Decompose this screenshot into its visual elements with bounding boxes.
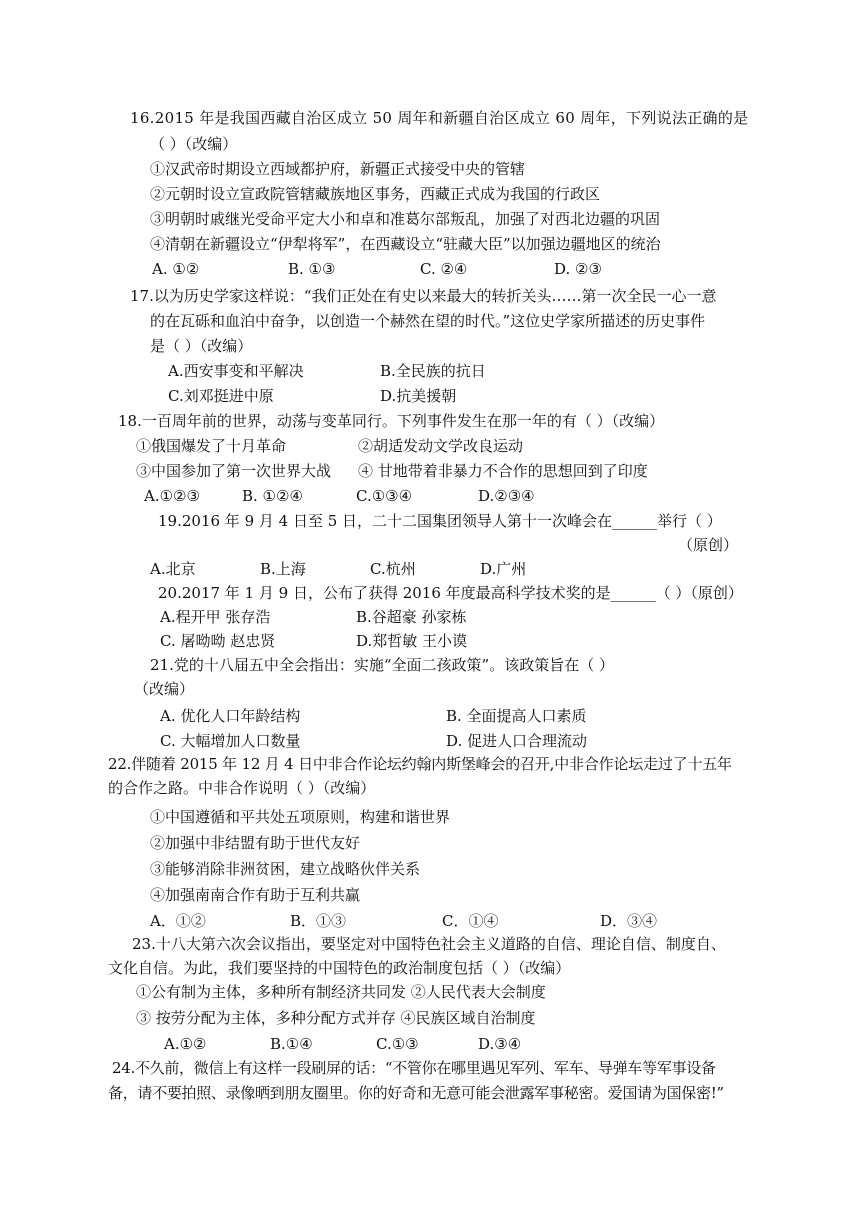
q23-option-d: D.③④ — [478, 1035, 522, 1053]
q18-option-c: C.①③④ — [356, 487, 413, 505]
q23-stem-line-1: 23.十八大第六次会议指出，要坚定对中国特色社会主义道路的自信、理论自信、制度自、 — [132, 935, 726, 953]
q20-option-c: C. 屠呦呦 赵忠贤 — [160, 632, 276, 650]
q16-option-c: C. ②④ — [420, 260, 468, 278]
q16-stem-line-2: （ ）（改编） — [150, 135, 238, 153]
q23-stem-line-2: 文化自信。为此，我们要坚持的中国特色的政治制度包括（ ）（改编） — [108, 959, 571, 977]
q22-option-a: A．①② — [150, 912, 206, 930]
q16-statement-1: ①汉武帝时期设立西域都护府，新疆正式接受中央的管辖 — [150, 160, 526, 178]
q16-statement-4: ④清朝在新疆设立“伊犁将军”，在西藏设立“驻藏大臣”以加强边疆地区的统治 — [150, 235, 661, 253]
q20-stem: 20.2017 年 1 月 9 日，公布了获得 2016 年度最高科学技术奖的是______（ ）（原创） — [158, 584, 743, 602]
q20-option-b: B.谷超豪 孙家栋 — [356, 608, 467, 626]
q19-stem-line-1: 19.2016 年 9 月 4 日至 5 日，二十二国集团领导人第十一次峰会在______举行（ ） — [158, 512, 722, 530]
q17-option-c: C.刘邓挺进中原 — [168, 387, 274, 405]
q21-stem-line-1: 21.党的十八届五中全会指出：实施“全面二孩政策”。该政策旨在（ ） — [150, 656, 614, 674]
q23-statement-1: ①公有制为主体，多种所有制经济共同发 ②人民代表大会制度 — [136, 983, 546, 1001]
q22-option-d: D．③④ — [600, 912, 658, 930]
q16-option-a: A. ①② — [152, 260, 200, 278]
q21-option-a: A. 优化人口年龄结构 — [160, 707, 301, 725]
q20-option-a: A.程开甲 张存浩 — [160, 608, 271, 626]
q18-stem: 18.一百周年前的世界，动荡与变革同行。下列事件发生在那一年的有（ ）（改编） — [118, 412, 665, 430]
q18-statement-2: ②胡适发动文学改良运动 — [358, 437, 524, 455]
q21-option-c: C. 大幅增加人口数量 — [160, 732, 301, 750]
q16-stem-line-1: 16.2015 年是我国西藏自治区成立 50 周年和新疆自治区成立 60 周年，下列说法正确的是 — [130, 109, 749, 127]
q16-option-b: B. ①③ — [288, 260, 336, 278]
q23-option-b: B.①④ — [270, 1035, 313, 1053]
q16-option-d: D. ②③ — [554, 260, 602, 278]
q22-stem-line-1: 22.伴随着 2015 年 12 月 4 日中非合作论坛约翰内斯堡峰会的召开,中非合作论坛走过了十五年 — [108, 755, 732, 773]
q19-option-d: D.广州 — [480, 560, 527, 578]
q21-option-d: D. 促进人口合理流动 — [446, 732, 588, 750]
q16-statement-3: ③明朝时戚继光受命平定大小和卓和准葛尔部叛乱，加强了对西北边疆的巩固 — [150, 210, 661, 228]
q17-option-a: A.西安事变和平解决 — [168, 362, 304, 380]
q19-stem-line-2: （原创） — [678, 536, 739, 554]
q17-stem-line-2: 的在瓦砾和血泊中奋争，以创造一个赫然在望的时代。”这位史学家所描述的历史事件 — [150, 312, 706, 330]
q22-statement-1: ①中国遵循和平共处五项原则，构建和谐世界 — [150, 808, 451, 826]
q18-option-b: B. ①②④ — [242, 487, 303, 505]
q23-option-a: A.①② — [164, 1035, 207, 1053]
q24-stem-line-2: 备，请不要拍照、录像晒到朋友圈里。你的好奇和无意可能会泄露军事秘密。爱国请为国保密!” — [108, 1084, 724, 1102]
q17-stem-line-1: 17.以为历史学家这样说：“我们正处在有史以来最大的转折关头……第一次全民一心一意 — [130, 287, 717, 305]
q21-option-b: B. 全面提高人口素质 — [446, 707, 587, 725]
q17-option-d: D.抗美援朝 — [380, 387, 457, 405]
q19-option-c: C.杭州 — [370, 560, 416, 578]
q24-stem-line-1: 24.不久前，微信上有这样一段刷屏的话：“不管你在哪里遇见军列、军车、导弹车等军事设备 — [112, 1059, 716, 1077]
q23-option-c: C.①③ — [376, 1035, 419, 1053]
q22-statement-2: ②加强中非结盟有助于世代友好 — [150, 834, 361, 852]
q19-option-a: A.北京 — [150, 560, 196, 578]
q17-stem-line-3: 是（ ）（改编） — [150, 337, 253, 355]
q18-option-a: A.①②③ — [144, 487, 200, 505]
q21-stem-line-2: （改编） — [134, 680, 195, 698]
q17-option-b: B.全民族的抗日 — [380, 362, 486, 380]
q22-option-c: C．①④ — [442, 912, 499, 930]
q20-option-d: D.郑哲敏 王小谟 — [356, 632, 468, 650]
q18-statement-3: ③中国参加了第一次世界大战 — [136, 462, 332, 480]
q16-statement-2: ②元朝时设立宣政院管辖藏族地区事务，西藏正式成为我国的行政区 — [150, 185, 601, 203]
q22-statement-3: ③能够消除非洲贫困，建立战略伙伴关系 — [150, 860, 421, 878]
q18-option-d: D.②③④ — [478, 487, 535, 505]
q18-statement-4: ④ 甘地带着非暴力不合作的思想回到了印度 — [358, 462, 648, 480]
q22-stem-line-2: 的合作之路。中非合作说明（ ）（改编） — [108, 779, 376, 797]
q23-statement-2: ③ 按劳分配为主体，多种分配方式并存 ④民族区域自治制度 — [136, 1009, 536, 1027]
q18-statement-1: ①俄国爆发了十月革命 — [136, 437, 287, 455]
q22-statement-4: ④加强南南合作有助于互利共赢 — [150, 886, 361, 904]
q22-option-b: B．①③ — [290, 912, 347, 930]
q19-option-b: B.上海 — [260, 560, 306, 578]
